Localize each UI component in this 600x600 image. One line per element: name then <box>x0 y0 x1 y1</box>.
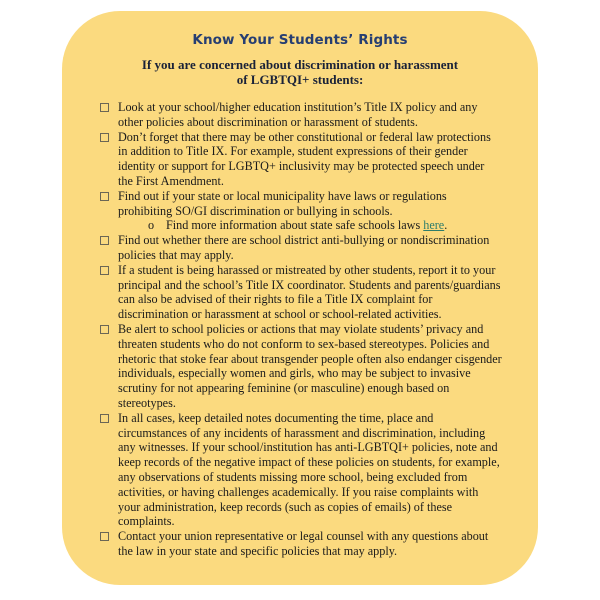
checklist-item-text: Contact your union representative or legal counsel with any questions about the law in your state and specific policies that may apply. <box>118 529 489 558</box>
checklist-item-text: If a student is being harassed or mistreated by other students, report it to your principal and the school’s Title IX coordinator. Students and parents/guardians can also be advised of their rights to file a Title IX complaint for discrimination or harassment at school or school-related activities. <box>118 262 501 322</box>
checklist-item <box>100 529 502 559</box>
checklist-item <box>100 411 502 529</box>
rights-checklist <box>100 100 502 559</box>
checkbox-bullet-icon <box>100 325 109 334</box>
checklist-item <box>100 130 502 189</box>
flyer-title: Know Your Students’ Rights <box>192 32 408 48</box>
circle-bullet-icon: o <box>148 218 155 233</box>
checkbox-bullet-icon <box>100 103 109 112</box>
checklist-item-text: Find out whether there are school district anti-bullying or nondiscrimination policies that may apply. <box>118 233 490 262</box>
checklist-item <box>100 233 502 263</box>
flyer-subtitle <box>100 57 500 87</box>
checklist-item <box>100 322 502 411</box>
checklist-item <box>100 189 502 233</box>
rights-flyer-card <box>62 11 538 585</box>
checkbox-bullet-icon <box>100 532 109 541</box>
checklist-item-text: Be alert to school policies or actions that may violate students’ privacy and threaten students who do not conform to sex-based stereotypes. Policies and rhetoric that stoke fear about transgender people often also endanger cisgender individuals, especially women and girls, who may be subject to invasive scrutiny for not appearing feminine (or masculine) enough based on stereotypes. <box>118 321 502 410</box>
checklist-item <box>100 100 502 130</box>
checkbox-bullet-icon <box>100 414 109 423</box>
checklist-item-text: Don’t forget that there may be other constitutional or federal law protections in addition to Title IX. For example, student expressions of their gender identity or support for LGBTQ+ inclusivity may be protected speech under the First Amendment. <box>118 129 491 188</box>
safe-schools-laws-link[interactable]: here <box>423 218 445 233</box>
checklist-item-text: Find out if your state or local municipality have laws or regulations prohibiting SO/GI discrimination or bullying in schools. <box>118 188 447 218</box>
checkbox-bullet-icon <box>100 236 109 245</box>
checklist-subitem-text: Find more information about state safe schools laws here. <box>166 218 448 233</box>
checkbox-bullet-icon <box>100 133 109 142</box>
flyer-subtitle-line2: of LGBTQI+ students: <box>236 72 364 87</box>
checklist-subitem <box>118 218 502 233</box>
checkbox-bullet-icon <box>100 192 109 201</box>
checkbox-bullet-icon <box>100 266 109 275</box>
flyer-subtitle-line1: If you are concerned about discrimination or harassment <box>141 57 459 72</box>
checklist-item-text: In all cases, keep detailed notes documenting the time, place and circumstances of any incidents of harassment and discrimination, including any witnesses. If your school/institution has anti-LGBTQI+ policies, note and keep records of the negative impact of these policies on students, for example, any observations of students missing more school, being excluded from activities, or having challenges academically. If you raise complaints with your administration, keep records (such as copies of emails) of these complaints. <box>118 410 500 529</box>
checklist-item-text: Look at your school/higher education institution’s Title IX policy and any other policies about discrimination or harassment of students. <box>118 100 478 129</box>
checklist-item <box>100 263 502 322</box>
